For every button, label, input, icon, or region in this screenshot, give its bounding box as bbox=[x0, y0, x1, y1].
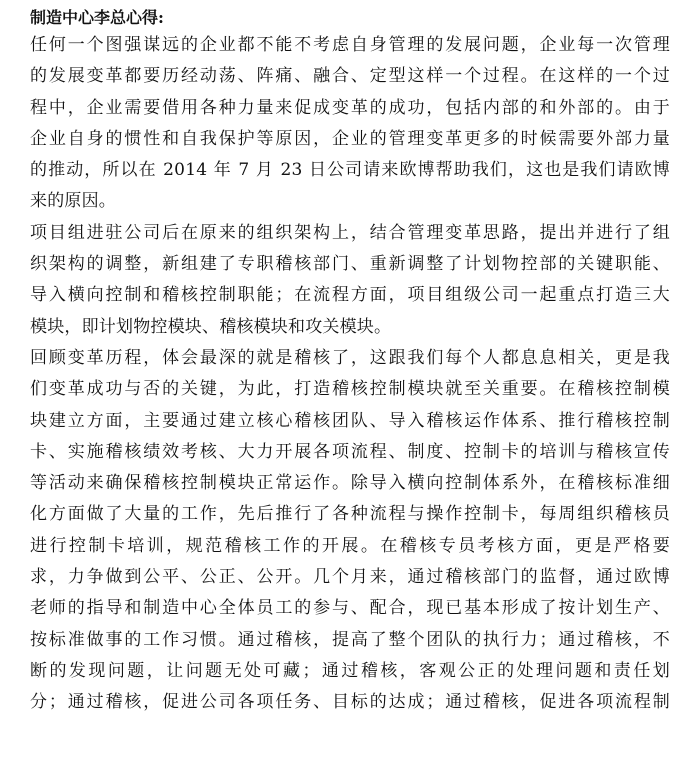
paragraph-line: 回顾变革历程，体会最深的就是稽核了，这跟我们每个人都息息相关，更是我 bbox=[30, 347, 670, 368]
paragraph bbox=[30, 218, 670, 343]
paragraph-line: 卡、实施稽核绩效考核、大力开展各项流程、制度、控制卡的培训与稽核宣传 bbox=[30, 441, 670, 462]
paragraph-line: 们变革成功与否的关键，为此，打造稽核控制模块就至关重要。在稽核控制模 bbox=[30, 379, 670, 400]
paragraph-line: 模块，即计划物控模块、稽核模块和攻关模块。 bbox=[30, 316, 392, 337]
paragraph-line: 老师的指导和制造中心全体员工的参与、配合，现已基本形成了按计划生产、 bbox=[30, 598, 670, 619]
paragraph-line: 任何一个图强谋远的企业都不能不考虑自身管理的发展问题，企业每一次管理 bbox=[30, 35, 670, 55]
paragraph-line: 等活动来确保稽核控制模块正常运作。除导入横向控制体系外，在稽核标准细 bbox=[30, 473, 670, 494]
document-page bbox=[30, 5, 670, 719]
paragraph-line: 进行控制卡培训，规范稽核工作的开展。在稽核专员考核方面，更是严格要 bbox=[30, 535, 670, 556]
document-title: 制造中心李总心得: bbox=[30, 8, 164, 27]
paragraph-line: 导入横向控制和稽核控制职能；在流程方面，项目组级公司一起重点打造三大 bbox=[30, 285, 670, 306]
paragraph-line: 断的发现问题，让问题无处可藏；通过稽核，客观公正的处理问题和责任划 bbox=[30, 660, 670, 681]
paragraph-line: 织架构的调整，新组建了专职稽核部门、重新调整了计划物控部的关键职能、 bbox=[30, 254, 670, 275]
paragraph-line: 程中，企业需要借用各种力量来促成变革的成功，包括内部的和外部的。由于 bbox=[30, 97, 670, 118]
paragraph-line: 化方面做了大量的工作，先后推行了各种流程与操作控制卡，每周组织稽核员 bbox=[30, 504, 670, 525]
paragraph bbox=[30, 30, 670, 218]
paragraph-line: 来的原因。 bbox=[30, 191, 116, 212]
document-body bbox=[30, 30, 670, 719]
paragraph-line: 的推动，所以在 2014 年 7 月 23 日公司请来欧博帮助我们，这也是我们请欧博 bbox=[30, 160, 670, 181]
paragraph-line: 项目组进驻公司后在原来的组织架构上，结合管理变革思路，提出并进行了组 bbox=[30, 222, 670, 243]
paragraph-line: 的发展变革都要历经动荡、阵痛、融合、定型这样一个过程。在这样的一个过 bbox=[30, 66, 670, 87]
paragraph-line: 分；通过稽核，促进公司各项任务、目标的达成；通过稽核，促进各项流程制 bbox=[30, 692, 670, 713]
paragraph-line: 按标准做事的工作习惯。通过稽核，提高了整个团队的执行力；通过稽核，不 bbox=[30, 629, 670, 650]
paragraph-line: 企业自身的惯性和自我保护等原因，企业的管理变革更多的时候需要外部力量 bbox=[30, 128, 670, 149]
paragraph-line: 块建立方面，主要通过建立核心稽核团队、导入稽核运作体系、推行稽核控制 bbox=[30, 410, 670, 431]
paragraph-line: 求，力争做到公平、公正、公开。几个月来，通过稽核部门的监督，通过欧博 bbox=[30, 567, 670, 588]
paragraph bbox=[30, 343, 670, 719]
